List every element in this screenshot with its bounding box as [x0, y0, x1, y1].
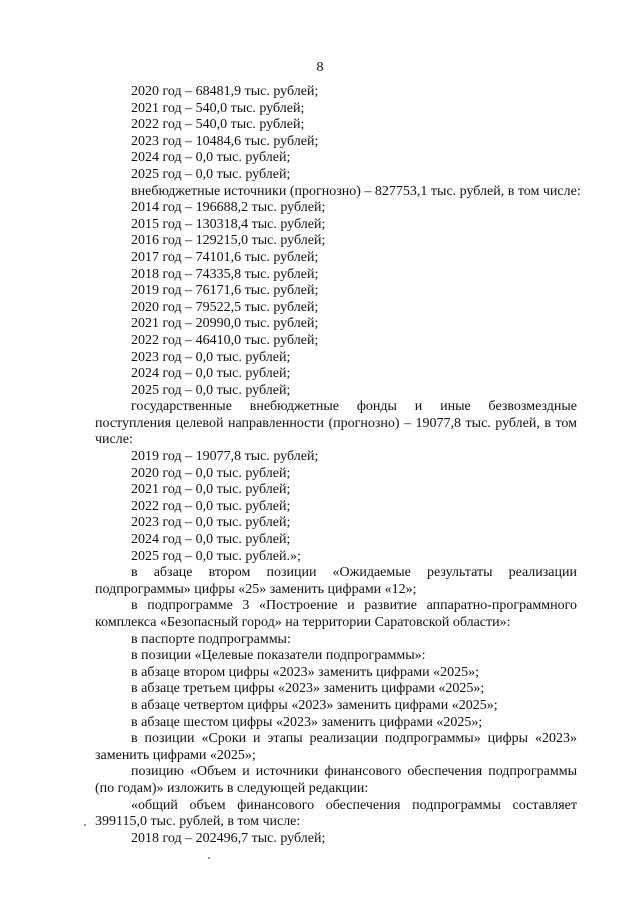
- text-line: в абзаце шестом цифры «2023» заменить цифрами «2025»;: [131, 714, 483, 730]
- amendment-lines: [95, 632, 577, 732]
- text-line: 2023 год – 0,0 тыс. рублей;: [131, 349, 291, 365]
- text-line: 2019 год – 19077,8 тыс. рублей;: [131, 449, 319, 465]
- paragraph-subprogram-3: в подпрограмме 3 «Построение и развитие аппаратно-программного комплекса «Безопасный город» на территории Саратовской области»:: [95, 598, 577, 630]
- text-line: 2016 год – 129215,0 тыс. рублей;: [131, 233, 326, 249]
- text-line: 2023 год – 0,0 тыс. рублей;: [131, 515, 291, 531]
- scan-speck: [84, 824, 86, 826]
- funding-lines-block-b: [95, 449, 577, 565]
- text-line: 2018 год – 74335,8 тыс. рублей;: [131, 266, 319, 282]
- text-line: в абзаце четвертом цифры «2023» заменить цифрами «2025»;: [131, 697, 498, 713]
- text-line: 2023 год – 10484,6 тыс. рублей;: [131, 133, 319, 149]
- document-body: [95, 84, 581, 847]
- page-number: 8: [316, 60, 324, 75]
- text-line: 2020 год – 68481,9 тыс. рублей;: [131, 84, 319, 99]
- text-line: 2021 год – 540,0 тыс. рублей;: [131, 100, 305, 116]
- text-line: 2017 год – 74101,6 тыс. рублей;: [131, 249, 319, 265]
- scan-speck: [208, 857, 210, 859]
- text-line: в позиции «Целевые показатели подпрограммы»:: [131, 648, 426, 664]
- text-line: 2025 год – 0,0 тыс. рублей;: [131, 382, 291, 398]
- text-line: 2022 год – 46410,0 тыс. рублей;: [131, 332, 319, 348]
- text-line: 2021 год – 20990,0 тыс. рублей;: [131, 316, 319, 332]
- text-line: 2024 год – 0,0 тыс. рублей;: [131, 532, 291, 548]
- text-line: в абзаце третьем цифры «2023» заменить цифрами «2025»;: [131, 681, 485, 697]
- text-line: 2024 год – 0,0 тыс. рублей;: [131, 150, 291, 166]
- text-line: 2021 год – 0,0 тыс. рублей;: [131, 482, 291, 498]
- paragraph-position: позицию «Объем и источники финансового обеспечения подпрограммы (по годам)» изложить в следующей редакции:: [95, 764, 577, 796]
- text-line: в абзаце втором цифры «2023» заменить цифрами «2025»;: [131, 664, 479, 680]
- paragraph-results: в абзаце втором позиции «Ожидаемые результаты реализации подпрограммы» цифры «25» заменить цифрами «12»;: [95, 565, 577, 597]
- paragraph-funds: государственные внебюджетные фонды и иные безвозмездные поступления целевой направленности (прогнозно) – 19077,8 тыс. рублей, в том числе:: [95, 399, 577, 448]
- text-line: 2020 год – 79522,5 тыс. рублей;: [131, 299, 319, 315]
- paragraph-terms: в позиции «Сроки и этапы реализации подпрограммы» цифры «2023» заменить цифрами «2025»;: [95, 731, 577, 763]
- text-line: 2019 год – 76171,6 тыс. рублей;: [131, 283, 319, 299]
- text-line: 2025 год – 0,0 тыс. рублей.»;: [131, 548, 301, 564]
- text-line-final: 2018 год – 202496,7 тыс. рублей;: [131, 830, 326, 846]
- text-line: в паспорте подпрограммы:: [131, 631, 291, 647]
- text-line: 2022 год – 540,0 тыс. рублей;: [131, 117, 305, 133]
- funding-lines-block-a: [95, 84, 581, 399]
- text-line: внебюджетные источники (прогнозно) – 827753,1 тыс. рублей, в том числе:: [131, 183, 581, 199]
- text-line: 2014 год – 196688,2 тыс. рублей;: [131, 200, 326, 216]
- text-line: 2025 год – 0,0 тыс. рублей;: [131, 166, 291, 182]
- text-line: 2020 год – 0,0 тыс. рублей;: [131, 465, 291, 481]
- text-line: 2022 год – 0,0 тыс. рублей;: [131, 498, 291, 514]
- paragraph-total: «общий объем финансового обеспечения подпрограммы составляет 399115,0 тыс. рублей, в том числе:: [95, 797, 577, 830]
- text-line: 2015 год – 130318,4 тыс. рублей;: [131, 216, 326, 232]
- text-line: 2024 год – 0,0 тыс. рублей;: [131, 366, 291, 382]
